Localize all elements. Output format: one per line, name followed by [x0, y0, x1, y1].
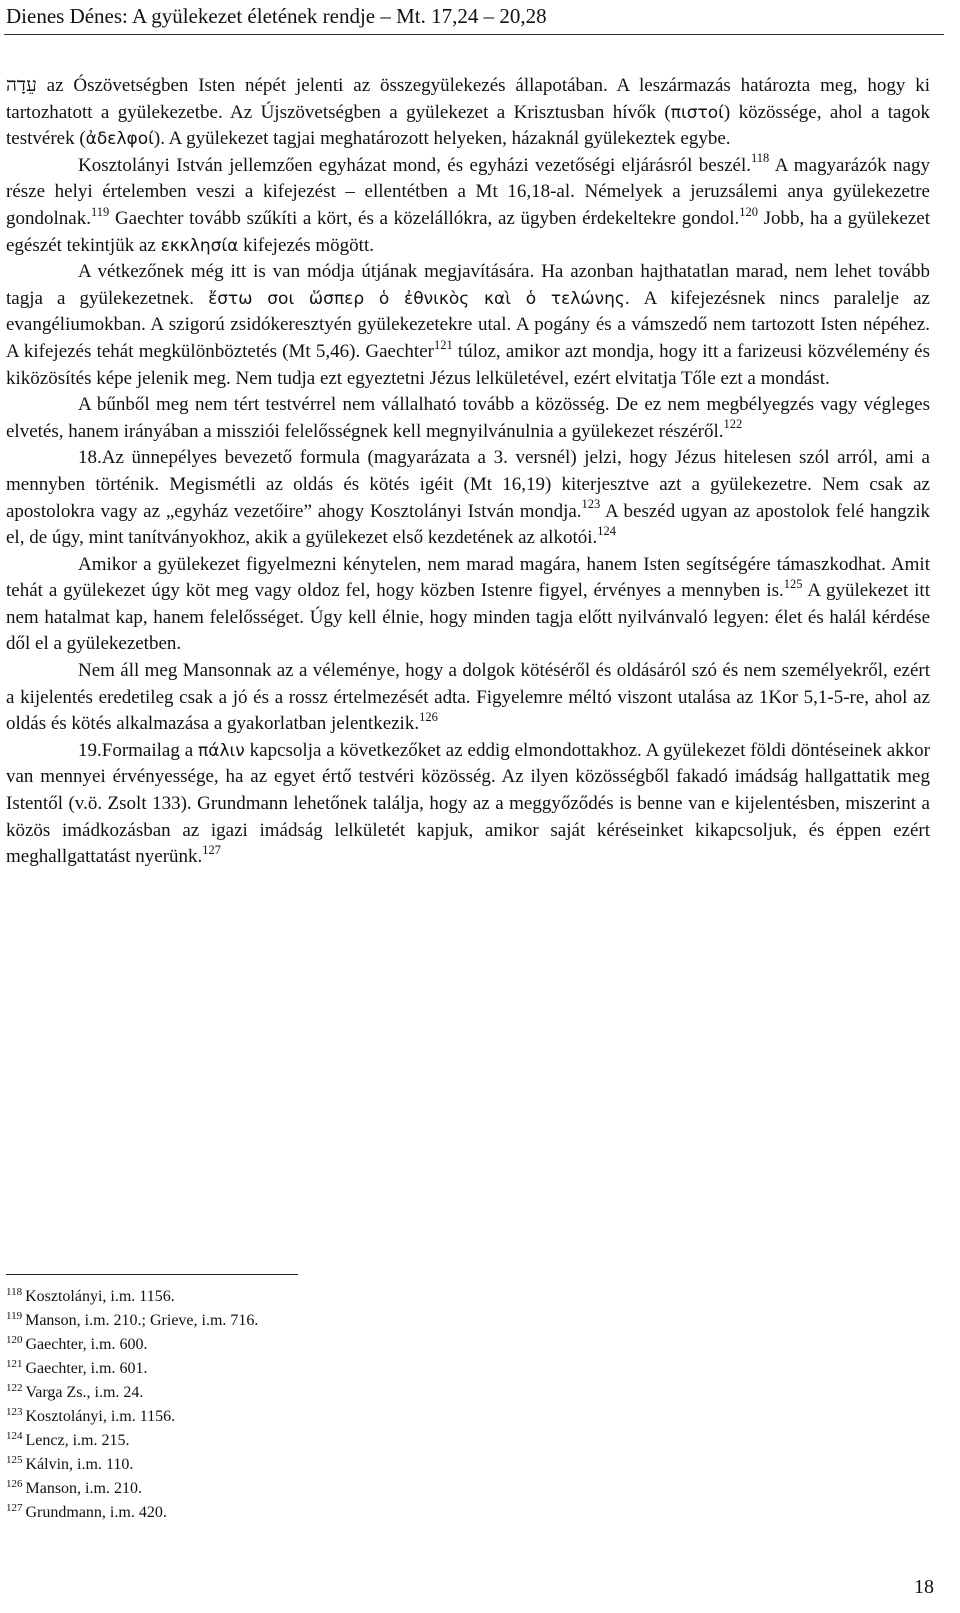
text-run: Amikor a gyülekezet figyelmezni kénytelen, nem marad magára, hanem Isten segítségére támaszkodhat. Amit tehát a gyülekezet úgy köt meg vagy oldoz fel, hogy közben Istenre figyel, érvényes a mennyben is. — [6, 553, 930, 602]
paragraph — [6, 259, 930, 392]
paragraph — [6, 392, 930, 445]
footnote-separator — [6, 1274, 298, 1275]
footnote-text: Kosztolányi, i.m. 1156. — [25, 1288, 175, 1305]
text-run: ) közössége, ahol a tagok testvérek ( — [6, 101, 930, 150]
footnote — [6, 1285, 606, 1309]
footnote-number: 127 — [6, 1501, 23, 1514]
footnote — [6, 1381, 606, 1405]
text-run: A gyülekezet itt nem hatalmat kap, hanem felelősséget. Úgy kell élnie, hogy minden tagja előtt nyilvánvaló legyen: élet és halál kérdése dől el a gyülekezetben. — [6, 580, 930, 655]
greek-term: ἀδελφοί — [85, 129, 154, 150]
text-run: az Ószövetségben Isten népét jelenti az összegyülekezés állapotában. A leszármazás határozta meg, hogy ki tartozhatott a gyülekezetbe. Az Újszövetségben a gyülekezet a Krisztusban hívők ( — [6, 75, 930, 123]
paragraph — [6, 658, 930, 738]
footnote-ref: 124 — [597, 523, 617, 538]
greek-term: πιστοί — [670, 102, 724, 123]
paragraph — [6, 445, 930, 551]
footnote-text: Grundmann, i.m. 420. — [25, 1504, 167, 1521]
main-text — [6, 72, 930, 871]
footnotes — [6, 1285, 606, 1525]
text-run: A magyarázók nagy része helyi értelemben veszi a kifejezést – ellentétben a Mt 16,18-al. Némelyek a jeruzsálemi anya gyülekezetre gondolnak. — [6, 154, 930, 229]
paragraph — [6, 738, 930, 871]
footnote-ref: 119 — [90, 204, 110, 219]
paragraph — [6, 153, 930, 259]
greek-term: ἔστω σοι ὥσπερ ὁ ἐθνικὸς καὶ ὁ τελώνης — [208, 288, 625, 309]
text-run: ). A gyülekezet tagjai meghatározott helyeken, házaknál gyülekeztek egybe. — [153, 128, 731, 150]
footnote-ref: 118 — [751, 151, 770, 166]
footnote-text: Kosztolányi, i.m. 1156. — [25, 1408, 176, 1425]
hebrew-term: עֵדָה — [6, 74, 37, 96]
footnote-number: 119 — [6, 1309, 23, 1322]
footnote-number: 121 — [6, 1357, 23, 1370]
footnote-ref: 120 — [739, 204, 758, 219]
footnote-ref: 121 — [433, 337, 453, 352]
paragraph — [6, 72, 930, 153]
footnote-number: 120 — [6, 1333, 23, 1346]
text-run: Jobb, ha a gyülekezet egészét tekintjük az — [6, 207, 930, 256]
text-run: A beszéd ugyan az apostolok felé hangzik el, de úgy, mint tanítványokhoz, akik a gyülekezet első kezdetének az alkotói. — [6, 500, 931, 549]
paragraph — [6, 552, 930, 658]
footnote-text: Manson, i.m. 210.; Grieve, i.m. 716. — [25, 1312, 259, 1329]
footnote-number: 126 — [6, 1477, 23, 1490]
text-run: . A kifejezésnek nincs paralelje az evangéliumokban. A szigorú zsidókeresztyén gyülekezetekre utal. A pogány és a vámszedő nem tartozott Isten népéhez. A kifejezés tehát megkülönböztetés (Mt 5,46). Gaechter — [6, 287, 930, 362]
page-number: 18 — [914, 1576, 934, 1598]
footnote — [6, 1477, 606, 1501]
text-run: 18.Az ünnepélyes bevezető formula (magyarázata a 3. versnél) jelzi, hogy Jézus hitelesen szól arról, ami a mennyben történik. Megismétli az oldás és kötés igéit (Mt 16,19) kiterjesztve azt a gyülekezetre. Nem csak az apostolokra vagy az „egyház vezetőire” ahogy Kosztolányi István mondja. — [6, 447, 930, 522]
footnote-number: 118 — [6, 1285, 23, 1298]
footnote — [6, 1309, 606, 1333]
text-run: Kosztolányi István jellemzően egyházat mond, és egyházi vezetőségi eljárásról beszél. — [78, 154, 752, 176]
text-run: Gaechter tovább szűkíti a kört, és a közelállókra, az ügyben érdekeltekre gondol. — [109, 207, 740, 229]
footnote — [6, 1357, 606, 1381]
text-run: kapcsolja a következőket az eddig elmondottakhoz. A gyülekezet földi döntéseinek akkor van mennyei érvényessége, ha az egyet értő testvéri közösség. Az ilyen közösségből fakadó imádság hallgattatik meg Istentől (v.ö. Zsolt 133). Grundmann lehetőnek találja, hogy az a meggyőződés is benne van e kijelentésben, miszerint a közös imádkozásban az igazi imádság lelkületét kapjuk, amikor saját kéréseinket kikapcsoljuk, és éppen ezért meghallgattatást nyerünk. — [6, 739, 931, 868]
text-run: 19.Formailag a — [78, 739, 199, 761]
footnote — [6, 1405, 606, 1429]
footnote-number: 125 — [6, 1453, 23, 1466]
footnote-text: Lencz, i.m. 215. — [25, 1432, 130, 1449]
footnote — [6, 1453, 606, 1477]
text-run: A bűnből meg nem tért testvérrel nem vállalható tovább a közösség. De ez nem megbélyegzés vagy végleges elvetés, hanem irányában a missziói felelősségnek kell megnyilvánulnia a gyülekezet részéről. — [6, 394, 930, 442]
footnote-text: Gaechter, i.m. 601. — [25, 1360, 148, 1377]
footnote-ref: 126 — [419, 709, 438, 724]
text-run: A vétkezőnek még itt is van módja útjának megjavítására. Ha azonban hajthatatlan marad, nem lehet tovább tagja a gyülekezetnek. — [6, 261, 930, 309]
footnote — [6, 1429, 606, 1453]
text-run: Nem áll meg Mansonnak az a véleménye, hogy a dolgok kötéséről és oldásáról szó és nem személyekről, ezért a kijelentés eredetileg csak a jó és a rossz értelmezését adta. Figyelemre méltó viszont utalása az 1Kor 5,1-5-re, ahol az oldás és kötés alkalmazása a gyakorlatban jelentkezik. — [6, 660, 930, 735]
running-header — [6, 2, 946, 30]
footnote-ref: 123 — [581, 497, 601, 512]
footnote-ref: 122 — [723, 417, 743, 432]
footnote — [6, 1333, 606, 1357]
footnote-number: 123 — [6, 1405, 23, 1418]
text-run: túloz, amikor azt mondja, hogy itt a farizeusi közvélemény és kiközösítés képe jelenik meg. Nem tudja ezt egyeztetni Jézus lelkületével, ezért elvitatja Tőle ezt a mondást. — [6, 340, 930, 389]
greek-term: εκκλησία — [160, 235, 239, 256]
footnote-ref: 127 — [202, 842, 222, 857]
footnote — [6, 1501, 606, 1525]
footnote-ref: 125 — [783, 576, 803, 591]
running-header-title: Dienes Dénes: A gyülekezet életének rendje – Mt. 17,24 – 20,28 — [6, 4, 547, 28]
footnote-text: Varga Zs., i.m. 24. — [25, 1384, 144, 1401]
header-rule — [4, 34, 944, 35]
footnote-number: 122 — [6, 1381, 23, 1394]
footnote-text: Gaechter, i.m. 600. — [25, 1336, 148, 1353]
footnote-number: 124 — [6, 1429, 23, 1442]
text-run: kifejezés mögött. — [238, 234, 374, 256]
footnote-text: Manson, i.m. 210. — [25, 1480, 142, 1497]
greek-term: πάλιν — [198, 740, 245, 761]
footnote-text: Kálvin, i.m. 110. — [25, 1456, 134, 1473]
